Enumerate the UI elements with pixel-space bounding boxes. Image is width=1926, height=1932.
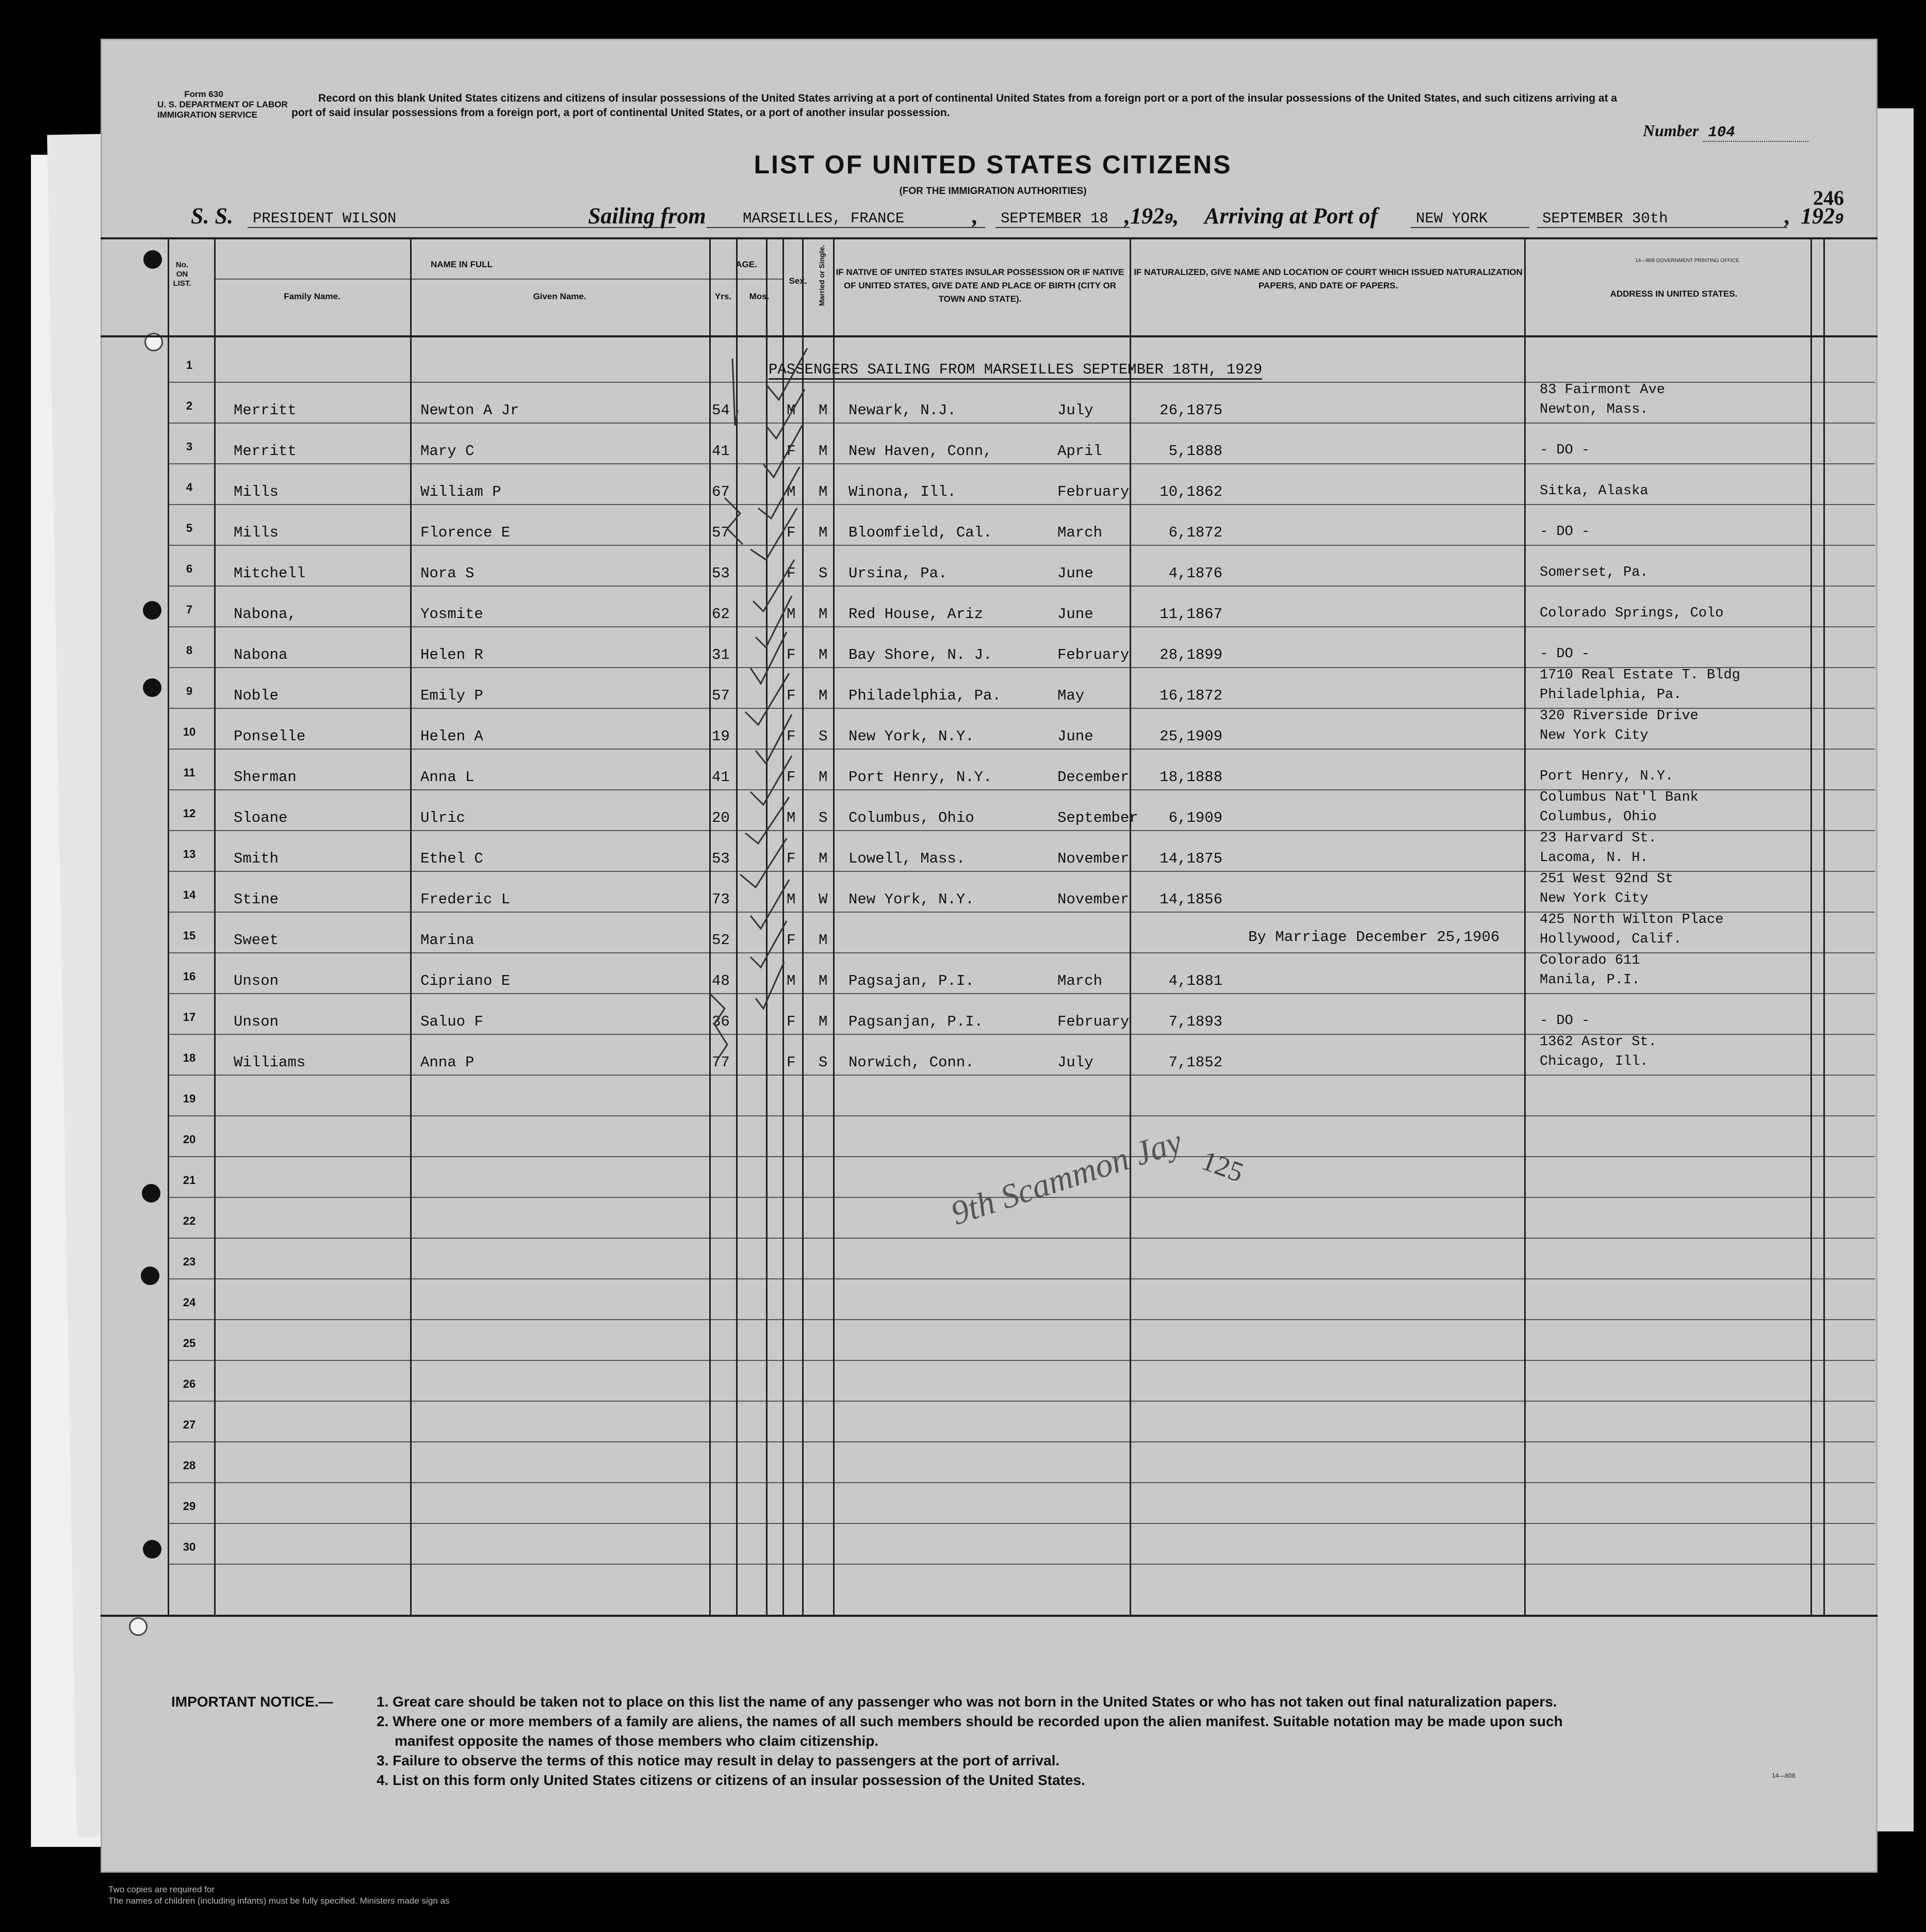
row-divider [168, 586, 1875, 587]
punch-hole [142, 1184, 160, 1203]
port-of-departure: MARSEILLES, FRANCE [707, 210, 985, 228]
given-name: Marina [420, 932, 475, 949]
section-note: PASSENGERS SAILING FROM MARSEILLES SEPTEMBER 18TH, 1929 [769, 361, 1262, 380]
col-header-name: NAME IN FULL [431, 259, 493, 269]
family-name: Merritt [234, 402, 297, 419]
page-title: LIST OF UNITED STATES CITIZENS [754, 150, 1232, 179]
age-years: 57 [712, 687, 730, 704]
address-line-2: Hollywood, Calif. [1540, 932, 1682, 947]
address-line-2: Colorado Springs, Colo [1540, 606, 1724, 621]
number-label: Number [1643, 121, 1699, 140]
birth-day-year: 14,1856 [1160, 891, 1222, 908]
row-divider [168, 1360, 1875, 1361]
family-name: Smith [234, 850, 279, 867]
row-number: 25 [183, 1337, 196, 1350]
name-subheader-line [214, 279, 709, 280]
row-divider [168, 1401, 1875, 1402]
birth-day-year: 14,1875 [1160, 850, 1222, 867]
punch-hole [129, 1617, 148, 1636]
age-years: 57 [712, 524, 730, 541]
row-number: 30 [183, 1540, 196, 1553]
age-years: 67 [712, 483, 730, 500]
birth-day-year: 26,1875 [1160, 402, 1222, 419]
birth-day-year: 28,1899 [1160, 646, 1222, 663]
marital-status: M [819, 483, 828, 500]
row-number: 16 [183, 970, 196, 983]
birthplace: New Haven, Conn, [848, 443, 992, 460]
birth-month: November [1057, 850, 1130, 867]
age-years: 62 [712, 606, 730, 623]
age-subheader-line [710, 279, 782, 280]
age-years: 53 [712, 850, 730, 867]
family-name: Sweet [234, 932, 279, 949]
given-name: Cipriano E [420, 972, 511, 989]
birthplace: New York, N.Y. [848, 728, 974, 745]
col-header-sex: Sex. [789, 276, 807, 286]
family-name: Mitchell [234, 565, 306, 582]
given-name: Newton A Jr [420, 402, 519, 419]
age-years: 41 [712, 443, 730, 460]
comma: , [972, 203, 978, 229]
marital-status: M [819, 769, 828, 786]
row-divider [168, 1564, 1875, 1565]
departure-date: SEPTEMBER 18 [995, 210, 1130, 228]
birth-day-year: 4,1881 [1168, 972, 1222, 989]
family-name: Ponselle [234, 728, 306, 745]
comma: , [1124, 203, 1130, 229]
year-digit: 9 [1164, 211, 1173, 228]
row-divider [168, 463, 1875, 464]
page-subtitle: (FOR THE IMMIGRATION AUTHORITIES) [899, 186, 1087, 197]
sex: F [787, 932, 796, 949]
header-bottom-border [101, 335, 1878, 337]
given-name: Florence E [420, 524, 511, 541]
birth-month: February [1057, 483, 1130, 500]
row-divider [168, 1523, 1875, 1524]
row-divider [168, 749, 1875, 750]
sex: M [787, 891, 796, 908]
list-number: 104 [1703, 124, 1808, 142]
sex: F [787, 1013, 796, 1030]
birth-month: March [1057, 524, 1103, 541]
year-digit: 9 [1835, 211, 1844, 228]
marital-status: M [819, 972, 828, 989]
birth-day-year: 10,1862 [1160, 483, 1222, 500]
age-years: 19 [712, 728, 730, 745]
col-header-given-name: Given Name. [533, 291, 586, 301]
col-header-years: Yrs. [714, 291, 732, 301]
sex: F [787, 769, 796, 786]
table-bottom-border [101, 1615, 1878, 1617]
birth-month: February [1057, 1013, 1130, 1030]
department-name: U. S. DEPARTMENT OF LABOR [157, 100, 288, 109]
sex: F [787, 1054, 796, 1071]
sailing-from-label: Sailing from [588, 203, 706, 229]
birth-day-year: 7,1852 [1168, 1054, 1222, 1071]
birthplace: Lowell, Mass. [848, 850, 966, 867]
naturalization: By Marriage December 25,1906 [1248, 929, 1500, 946]
birthplace: Philadelphia, Pa. [848, 687, 1001, 704]
address-line-1: 1710 Real Estate T. Bldg [1540, 668, 1740, 683]
marital-status: M [819, 402, 828, 419]
row-number: 13 [183, 848, 196, 861]
given-name: William P [420, 483, 501, 500]
birthplace: Pagsanjan, P.I. [848, 1013, 984, 1030]
sex: F [787, 850, 796, 867]
age-years: 41 [712, 769, 730, 786]
departure-year [1124, 203, 1179, 229]
form-identifier [157, 89, 288, 120]
address-line-2: Philadelphia, Pa. [1540, 687, 1682, 703]
sex: M [787, 809, 796, 826]
given-name: Saluo F [420, 1013, 483, 1030]
family-name: Stine [234, 891, 279, 908]
birthplace: Bay Shore, N. J. [848, 646, 992, 663]
row-number: 4 [186, 481, 193, 494]
birth-month: November [1057, 891, 1130, 908]
row-number: 14 [183, 888, 196, 901]
given-name: Nora S [420, 565, 475, 582]
given-name: Ulric [420, 809, 466, 826]
given-name: Anna L [420, 769, 475, 786]
notice-heading: IMPORTANT NOTICE.— [171, 1694, 333, 1710]
table-top-border [101, 237, 1878, 239]
service-name: IMMIGRATION SERVICE [157, 110, 257, 120]
number-field [1643, 121, 1808, 142]
notice-item-1: 1. Great care should be taken not to place on this list the name of any passenger who was not born in the United States or who has not taken out final naturalization papers. [377, 1694, 1557, 1710]
pencil-check-marks [668, 343, 854, 1101]
birthplace: Pagsajan, P.I. [848, 972, 974, 989]
punch-hole [143, 678, 161, 697]
column-divider [410, 237, 412, 1615]
given-name: Anna P [420, 1054, 475, 1071]
row-divider [168, 1441, 1875, 1442]
birthplace: Ursina, Pa. [848, 565, 948, 582]
row-number: 6 [186, 562, 193, 575]
col-header-months: Mos. [749, 291, 770, 301]
manifest-sheet [101, 39, 1878, 1873]
comma: , [1785, 203, 1790, 229]
col-header-naturalization: IF NATURALIZED, GIVE NAME AND LOCATION OF COURT WHICH ISSUED NATURALIZATION PAPERS, AND DATE OF PAPERS. [1134, 267, 1523, 290]
age-years: 31 [712, 646, 730, 663]
year-prefix: 192 [1130, 203, 1164, 229]
col-header-marital: Married or Single. [818, 245, 826, 306]
address-line-2: Somerset, Pa. [1540, 565, 1648, 580]
address-line-1: Columbus Nat'l Bank [1540, 790, 1699, 805]
row-divider [168, 423, 1875, 424]
birth-day-year: 25,1909 [1160, 728, 1222, 745]
pencil-count: 125 [1198, 1144, 1248, 1189]
row-number: 7 [186, 603, 193, 616]
address-line-2: Manila, P.I. [1540, 972, 1640, 988]
sex: M [787, 483, 796, 500]
family-name: Unson [234, 1013, 279, 1030]
birth-month: February [1057, 646, 1130, 663]
birth-month: July [1057, 402, 1093, 419]
arrival-date: SEPTEMBER 30th [1537, 210, 1787, 228]
given-name: Yosmite [420, 606, 483, 623]
row-number: 21 [183, 1174, 196, 1187]
birth-month: September [1057, 809, 1138, 826]
given-name: Mary C [420, 443, 475, 460]
marital-status: S [819, 728, 828, 745]
row-divider [168, 1238, 1875, 1239]
row-number: 28 [183, 1459, 196, 1472]
address-line-2: Sitka, Alaska [1540, 483, 1648, 499]
row-number: 27 [183, 1418, 196, 1431]
marital-status: M [819, 687, 828, 704]
family-name: Mills [234, 524, 279, 541]
sex: M [787, 402, 796, 419]
form-number: Form 630 [184, 89, 223, 99]
marital-status: M [819, 646, 828, 663]
age-years: 54 [712, 402, 730, 419]
column-divider [214, 237, 216, 1615]
birth-month: June [1057, 606, 1093, 623]
age-years: 53 [712, 565, 730, 582]
age-years: 48 [712, 972, 730, 989]
marital-status: M [819, 850, 828, 867]
row-number: 2 [186, 399, 193, 412]
row-divider [168, 545, 1875, 546]
notice-item-2: 2. Where one or more members of a family are aliens, the names of all such members should be recorded upon the alien manifest. Suitable notation may be made upon such [377, 1713, 1563, 1729]
row-number: 17 [183, 1011, 196, 1024]
family-name: Noble [234, 687, 279, 704]
birth-day-year: 6,1872 [1168, 524, 1222, 541]
row-number: 20 [183, 1133, 196, 1146]
marital-status: W [819, 891, 828, 908]
row-divider [168, 993, 1875, 994]
birth-month: June [1057, 728, 1093, 745]
row-number: 29 [183, 1500, 196, 1513]
address-line-2: New York City [1540, 891, 1648, 906]
family-name: Merritt [234, 443, 297, 460]
sex: F [787, 443, 796, 460]
birthplace: Port Henry, N.Y. [848, 769, 992, 786]
birth-day-year: 6,1909 [1168, 809, 1222, 826]
col-header-family-name: Family Name. [284, 291, 340, 301]
punch-hole [143, 250, 162, 269]
notice-item-2-cont: manifest opposite the names of those members who claim citizenship. [395, 1733, 879, 1749]
family-name: Nabona [234, 646, 288, 663]
address-line-1: 83 Fairmont Ave [1540, 382, 1666, 398]
arrival-year [1785, 203, 1843, 229]
age-years: 20 [712, 809, 730, 826]
sex: F [787, 728, 796, 745]
birthplace: Columbus, Ohio [848, 809, 974, 826]
column-divider [168, 237, 169, 1615]
given-name: Ethel C [420, 850, 483, 867]
age-years: 73 [712, 891, 730, 908]
underlying-text-line: Two copies are required for [108, 1885, 215, 1894]
birthplace: Norwich, Conn. [848, 1054, 974, 1071]
printer-mark-top: 14—808 GOVERNMENT PRINTING OFFICE [1635, 258, 1740, 264]
marital-status: S [819, 809, 828, 826]
age-years: 77 [712, 1054, 730, 1071]
row-number: 15 [183, 929, 196, 942]
punch-hole [143, 1540, 161, 1558]
address-line-2: Chicago, Ill. [1540, 1054, 1648, 1069]
row-number: 9 [186, 685, 193, 697]
birth-day-year: 18,1888 [1160, 769, 1222, 786]
row-divider [168, 626, 1875, 627]
column-divider [1524, 237, 1526, 1615]
age-years: 36 [712, 1013, 730, 1030]
family-name: Williams [234, 1054, 306, 1071]
printer-mark-bottom: 14—808 [1772, 1772, 1796, 1779]
arriving-label: Arriving at Port of [1204, 203, 1378, 229]
given-name: Frederic L [420, 891, 511, 908]
column-divider [1810, 237, 1812, 1615]
address-line-2: - DO - [1540, 1013, 1590, 1029]
row-number: 22 [183, 1214, 196, 1227]
birth-month: March [1057, 972, 1103, 989]
marital-status: M [819, 606, 828, 623]
row-number: 8 [186, 644, 193, 657]
birth-day-year: 16,1872 [1160, 687, 1222, 704]
col-header-birthplace: IF NATIVE OF UNITED STATES INSULAR POSSESSION OR IF NATIVE OF UNITED STATES, GIVE DATE AND PLACE OF BIRTH (CITY OR TOWN AND STATE). [836, 267, 1124, 304]
given-name: Emily P [420, 687, 483, 704]
family-name: Nabona, [234, 606, 297, 623]
address-line-1: Colorado 611 [1540, 953, 1640, 968]
address-line-2: - DO - [1540, 443, 1590, 458]
address-line-1: 425 North Wilton Place [1540, 912, 1724, 928]
marital-status: M [819, 443, 828, 460]
row-number: 12 [183, 807, 196, 820]
year-prefix: 192 [1801, 203, 1835, 229]
birthplace: Newark, N.J. [848, 402, 956, 419]
underlying-text-line: The names of children (including infants) must be fully specified. Ministers made sign as [108, 1896, 450, 1906]
family-name: Sherman [234, 769, 297, 786]
address-line-2: - DO - [1540, 524, 1590, 540]
notice-item-3: 3. Failure to observe the terms of this notice may result in delay to passengers at the port of arrival. [377, 1752, 1060, 1768]
row-divider [168, 504, 1875, 505]
age-years: 52 [712, 932, 730, 949]
marital-status: M [819, 932, 828, 949]
birth-day-year: 5,1888 [1168, 443, 1222, 460]
birth-day-year: 7,1893 [1168, 1013, 1222, 1030]
address-line-1: 251 West 92nd St [1540, 871, 1674, 887]
marital-status: M [819, 524, 828, 541]
row-number: 24 [183, 1296, 196, 1309]
pencil-note: 9th Scammon Jay [946, 1122, 1187, 1233]
col-header-address: ADDRESS IN UNITED STATES. [1610, 289, 1738, 299]
given-name: Helen A [420, 728, 483, 745]
row-number: 26 [183, 1377, 196, 1390]
underlying-page-text [108, 1884, 449, 1907]
notice-item-4: 4. List on this form only United States citizens or citizens of an insular possession of the United States. [377, 1772, 1085, 1788]
comma: , [1173, 203, 1179, 229]
marital-status: S [819, 1054, 828, 1071]
row-divider [168, 1115, 1875, 1116]
birth-month: May [1057, 687, 1085, 704]
birthplace: Bloomfield, Cal. [848, 524, 992, 541]
family-name: Mills [234, 483, 279, 500]
address-line-2: New York City [1540, 728, 1648, 743]
row-number: 11 [183, 766, 195, 779]
family-name: Unson [234, 972, 279, 989]
sex: F [787, 524, 796, 541]
punch-hole [141, 1267, 159, 1285]
marital-status: S [819, 565, 828, 582]
birth-day-year: 4,1876 [1168, 565, 1222, 582]
address-line-2: Port Henry, N.Y. [1540, 769, 1674, 784]
address-line-2: Columbus, Ohio [1540, 809, 1657, 825]
birthplace: Winona, Ill. [848, 483, 956, 500]
sex: M [787, 606, 796, 623]
family-name: Sloane [234, 809, 288, 826]
row-number: 5 [186, 522, 193, 534]
row-number: 18 [183, 1051, 196, 1064]
col-header-no: No. ON LIST. [173, 261, 191, 288]
row-number: 23 [183, 1255, 196, 1268]
address-line-1: 320 Riverside Drive [1540, 708, 1699, 724]
birth-month: December [1057, 769, 1130, 786]
row-divider [168, 1319, 1875, 1320]
arrival-port: NEW YORK [1411, 210, 1529, 228]
row-divider [168, 1278, 1875, 1279]
sex: F [787, 565, 796, 582]
birth-month: June [1057, 565, 1093, 582]
birth-day-year: 11,1867 [1160, 606, 1222, 623]
address-line-2: Newton, Mass. [1540, 402, 1648, 417]
column-divider [1823, 237, 1825, 1615]
marital-status: M [819, 1013, 828, 1030]
sex: F [787, 687, 796, 704]
row-number: 3 [186, 440, 193, 453]
birthplace: Red House, Ariz [848, 606, 984, 623]
address-line-1: 1362 Astor St. [1540, 1034, 1657, 1050]
birthplace: New York, N.Y. [848, 891, 974, 908]
row-divider [168, 1482, 1875, 1483]
sex: F [787, 646, 796, 663]
address-line-1: 23 Harvard St. [1540, 831, 1657, 846]
col-header-age: AGE. [736, 259, 757, 269]
row-number: 1 [186, 359, 193, 371]
birth-month: July [1057, 1054, 1093, 1071]
birth-month: April [1057, 443, 1103, 460]
ss-label: S. S. [191, 203, 233, 229]
address-line-2: - DO - [1540, 646, 1590, 662]
ship-name: PRESIDENT WILSON [248, 210, 676, 228]
row-divider [168, 1075, 1875, 1076]
page-number: 246 [1813, 186, 1844, 209]
given-name: Helen R [420, 646, 483, 663]
punch-hole [143, 601, 161, 620]
address-line-2: Lacoma, N. H. [1540, 850, 1648, 866]
instructions: Record on this blank United States citizens and citizens of insular possessions of the United States arriving at a port of continental United States from a foreign port or a port of the insular possessions of the United States, and such citizens arriving at a port of said insular possessions from a foreign port, a port of continental United States, or a port of another insular possession. [291, 92, 1618, 119]
row-divider [168, 1156, 1875, 1157]
sex: M [787, 972, 796, 989]
row-number: 10 [183, 725, 196, 738]
row-number: 19 [183, 1092, 196, 1105]
